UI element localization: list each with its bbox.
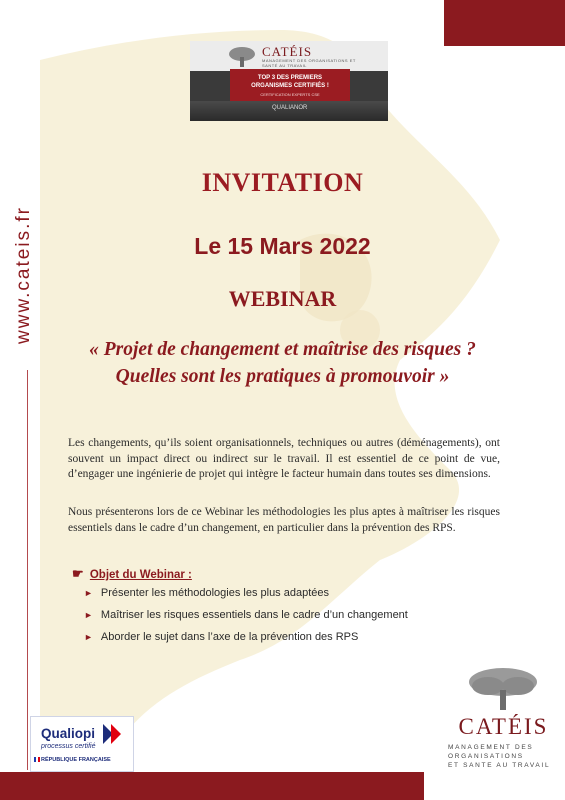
event-date: Le 15 Mars 2022 — [194, 233, 371, 259]
triangle-bullet-icon: ► — [84, 588, 93, 598]
list-item-text: Maîtriser les risques essentiels dans le cadre d’un changement — [100, 609, 408, 621]
banner-highlight — [230, 69, 350, 101]
cateis-tagline-line1: MANAGEMENT DES — [448, 744, 534, 751]
list-item-text: Aborder le sujet dans l’axe de la prévention des RPS — [100, 631, 359, 643]
webinar-subtitle: « Projet de changement et maîtrise des risques ? Quelles sont les pratiques à promouvoir » — [89, 339, 476, 387]
objectives-heading — [72, 566, 192, 582]
triangle-bullet-icon: ► — [84, 610, 93, 620]
top-accent-bar — [444, 0, 565, 46]
intro-paragraph: Les changements, qu’ils soient organisationnels, techniques ou autres (déménagements), ont souvent un impact direct ou indirect sur le travail. Il est essentiel de ce point de vue, d’engager une ingénierie de projet qui intègre le facteur humain dans toutes ses dimensions. — [68, 437, 500, 480]
cateis-tagline-line3: ET SANTE AU TRAVAIL — [448, 762, 551, 769]
qualiopi-process: processus certifié — [41, 743, 96, 750]
invitation-title: INVITATION — [201, 168, 364, 197]
list-item — [84, 586, 408, 608]
cateis-logo — [446, 664, 561, 774]
banner-badge: QUALIANOR — [272, 105, 308, 111]
tree-icon — [228, 45, 256, 69]
banner-brand: CATÉIS — [262, 44, 313, 59]
bottom-accent-bar — [0, 772, 424, 800]
qualiopi-name: Qualiopi — [41, 726, 95, 741]
qualiopi-republic: RÉPUBLIQUE FRANÇAISE — [41, 757, 111, 763]
objectives-list — [84, 586, 408, 652]
banner-subtitle: MANAGEMENT DES ORGANISATIONS ET SANTÉ AU TRAVAIL — [262, 58, 356, 68]
tree-icon — [466, 664, 541, 714]
website-url-text: www.cateis.fr — [13, 206, 34, 344]
list-item — [84, 608, 408, 630]
banner-line-3: CERTIFICATION EXPERTS CSE — [260, 92, 320, 97]
website-url[interactable] — [4, 190, 44, 360]
banner-footer — [190, 101, 388, 121]
objectives-heading-label: Objet du Webinar : — [89, 569, 192, 581]
qualiopi-arrows-icon — [103, 724, 125, 744]
qualiopi-logo — [30, 716, 134, 772]
list-item — [84, 630, 408, 652]
presentation-paragraph: Nous présenterons lors de ce Webinar les méthodologies les plus aptes à maîtriser les risques essentiels dans le cadre d’un changement, en particulier dans la prévention des RPS. — [68, 506, 500, 534]
list-item-text: Présenter les méthodologies les plus adaptées — [100, 587, 330, 599]
cateis-brand: CATÉIS — [458, 714, 549, 739]
banner-line-1: TOP 3 DES PREMIERS — [257, 75, 323, 81]
event-type: WEBINAR — [228, 286, 337, 311]
side-divider — [27, 370, 28, 770]
cateis-tagline-line2: ORGANISATIONS — [448, 753, 524, 760]
pointing-hand-icon: ☛ — [72, 566, 84, 581]
french-flag-icon — [34, 757, 40, 762]
banner-line-2: ORGANISMES CERTIFIÉS ! — [251, 83, 329, 89]
certification-banner — [190, 41, 388, 121]
triangle-bullet-icon: ► — [84, 632, 93, 642]
cateis-tagline — [448, 743, 563, 770]
